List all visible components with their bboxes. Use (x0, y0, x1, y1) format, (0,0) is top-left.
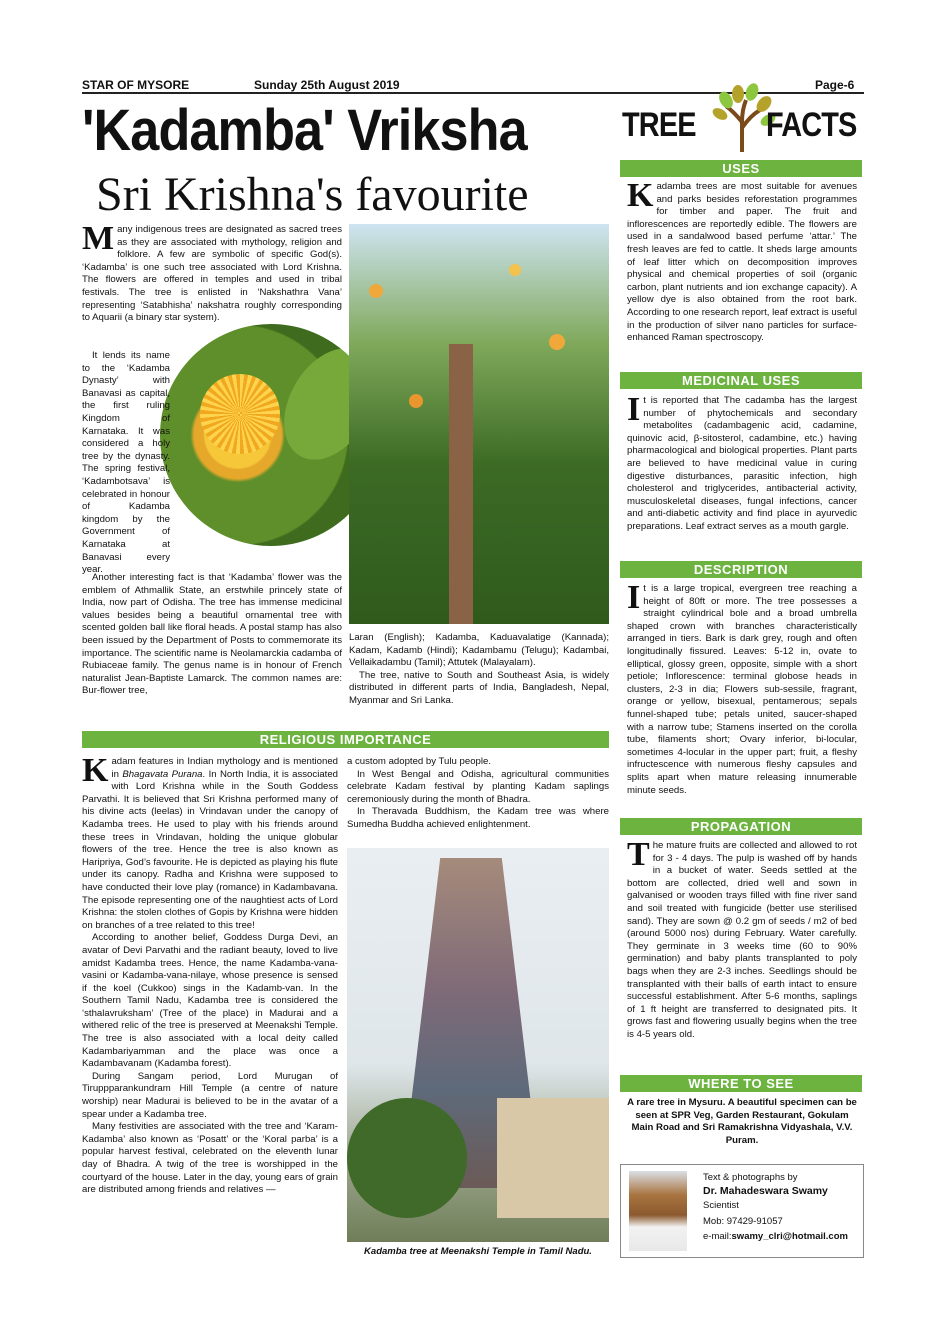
intro-right-text (349, 632, 609, 708)
kadamba-tree-photo (349, 224, 609, 624)
religious-heading: RELIGIOUS IMPORTANCE (82, 731, 609, 748)
headline-subtitle: Sri Krishna's favourite (96, 168, 529, 221)
temple-photo-caption: Kadamba tree at Meenakshi Temple in Tamil Nadu. (364, 1246, 592, 1257)
religious-para-4: Many festivities are associated with the tree and ‘Karam-Kadamba’ also known as ‘Posatt’ or the ‘Koral parba’ is a popular harvest festival, celebrated on the eleventh lunar day of Bhadra. A twig of the tree is worshipped in the courtyard of the house. Later in the day, young ears of grain are distributed among friends and relatives — (82, 1121, 338, 1196)
description-heading: DESCRIPTION (620, 561, 862, 578)
drop-cap: I (627, 391, 641, 428)
description-text: It is a large tropical, evergreen tree reaching a height of 80ft or more. The tree possesses a straight cylindrical bole and a broad umbrella shaped crown with branches characteristically arranged in tiers. Bark is dark grey, rough and often longitudinally fissured. Leaves: 5-12 in, ovate to elliptical, glossy green, opposite, simple with a short petiole; Inflorescence: terminal globose heads in clusters, 2-3 in dia; Flowers sub-sessile, fragrant, orange or yellow, bisexual, pentamerous; sepals funnel-shaped tube; petals united, saucer-shaped with a narrow tube; Stamens inserted on the corolla tube, filaments short; Ovary inferior, bi-locular, sometimes 4-locular in the upper part; fruit, a fleshy infructescence with numerous fleshy capsules and splits apart when mature releasing innumerable minute seeds. (627, 579, 857, 796)
page-number: Page-6 (815, 78, 855, 92)
intro-para-5: The tree, native to South and Southeast Asia, is widely distributed in different parts of India, Bangladesh, Nepal, Myanmar and Sri Lanka. (349, 669, 609, 706)
religious-para-3: During Sangam period, Lord Murugan of Tiruppparankundram Hill Temple (a centre of nature worship) near Madurai is believed to be in the avatar of a spear under a Kadamba tree. (82, 1070, 338, 1120)
logo-tree-word: TREE (622, 106, 696, 144)
drop-cap: K (82, 752, 109, 789)
religious-column-left (82, 752, 338, 1197)
intro-column (82, 220, 342, 325)
religious-para-2: According to another belief, Goddess Durga Devi, an avatar of Devi Parvathi and the radiant beauty, loved to live amidst Kadamba trees. Hence, the name Kadamba-vana-vasini or Kadamba-vana-nilaye, whose presence is sensed if the koel (Cukkoo) sings in the Kadamb-van. In the Southern Tamil Nadu, Kadamba tree is considered the ‘sthalavruksham’ (Tree of the place) in Madurai and a withered relic of the tree is preserved at Meenakshi Temple. The tree is also associated with a local deity called Kadambariyamman and the place was once a Kadambavanam (Kadamba forest). (82, 932, 338, 1070)
author-name: Dr. Mahadeswara Swamy (703, 1185, 828, 1197)
intro-para-2: It lends its name to the ‘Kadamba Dynasty’ with Banavasi as capital, the first ruling Kingdom of Karnataka. It was considered a holy tree by the dynasty. The spring festival, ‘Kadambotsava’ is celebrated in honour of Kadamba kingdom by the Government of Karnataka at Banavasi every year. (82, 350, 170, 576)
where-text: A rare tree in Mysuru. A beautiful specimen can be seen at SPR Veg, Garden Restaurant, Gokulam Main Road and Sri Ramakrishna Vidyashala, V.V. Puram. (627, 1097, 857, 1146)
religious-column-right (347, 756, 609, 832)
author-box (620, 1164, 864, 1258)
author-email-row (703, 1230, 848, 1244)
intro-column-lower (82, 572, 342, 698)
propagation-text: The mature fruits are collected and allowed to rot for 3 - 4 days. The pulp is washed off by hands in a bucket of water. Seeds settled at the bottom are collected, dried well and sown in galvanised or wooden trays filled with fine river sand and soil treated with fungicide (better use sterilised sand). They are sown @ 0.2 gm of seeds / m2 of bed (around 5000 nos) during February. Water carefully. They germinate in 3 weeks time (60 to 90% germination) and baby plants transplanted to poly bags when they are 2-3 inches. Seedlings should be transplanted with their balls of earth intact to ensure successful establishment. After 5-6 months, saplings of 1 ft height are transferred to designated pits. It grows fast and flowering usually begins when the tree is 4-5 years old. (627, 836, 857, 1040)
drop-cap: M (82, 220, 115, 257)
paper-name: STAR OF MYSORE (82, 78, 190, 92)
religious-para-6: In West Bengal and Odisha, agricultural communities celebrate Kadam festival by planting Kadam saplings ceremoniously during the month of Bhadra. (347, 768, 609, 805)
drop-cap: I (627, 579, 641, 616)
headline-title: 'Kadamba' Vriksha (82, 98, 527, 163)
intro-para-3: Another interesting fact is that ‘Kadamba’ flower was the emblem of Athmallik State, an erstwhile princely state of India, now part of Odisha. The tree has immense medicinal values besides being a beautiful ornamental tree with scented golden ball like floral heads. A postal stamp has also been issued by the Department of Posts to commemorate its importance. The scientific name is Neolamarckia cadamba of Rubiaceae family. The genus name is in honour of French naturalist Jean-Baptiste Lamarck. The common names are: Bur-flower tree, (82, 572, 342, 697)
religious-para-1: Kadam features in Indian mythology and is mentioned in Bhagavata Purana. In North India, it is associated with Lord Krishna while in the South Goddess Parvathi. It is believed that Sri Krishna performed many of his divine acts (leelas) in Vrindavan under the canopy of Kadamba trees. He used to play with his friends around these trees in Vrindavan, holding the unique globular flowers of the tree. Hence the tree is also known as Haripriya, God’s favourite. He is depicted as playing his flute under its canopy. Radha and Krishna were supposed to have conducted their love play (romance) in Kadambavana. The episode representing one of the naughtiest acts of Lord Krishna: the stolen clothes of Gopis by Krishna were hidden on branches of a tree related to this tree! (82, 752, 338, 931)
propagation-heading: PROPAGATION (620, 818, 862, 835)
tree-facts-logo (620, 96, 864, 154)
meenakshi-temple-photo (347, 848, 609, 1242)
medicinal-text: It is reported that The cadamba has the largest number of phytochemicals and secondary metabolites (cadambagenic acid, cadamine, quinovic acid, β-sitosterol, cadambine, etc.) having pharmacological and biological properties. Plant parts are believed to have medicinal value in curing digestive disturbances, parasitic infection, high cholesterol and triglycerides, antibacterial activity, musculoskeletal diseases, fungal infections, cancer and anti-diabetic activity and find place in ayurvedic preparations. Leaf extract serves as a mouth gargle. (627, 391, 857, 532)
religious-para-5: a custom adopted by Tulu people. (347, 756, 492, 767)
intro-para-1: Many indigenous trees are designated as sacred trees as they are associated with mythology, religion and folklore. A few are symbolic of specific God(s). ‘Kadamba’ is one such tree associated with Lord Krishna. The flowers are offered in temples and used in tribal festivals. The tree is enlisted in ‘Nakshathra Vana’ representing ‘Satabhisha’ nakshatra roughly corresponding to Aquarii (a binary star system). (82, 220, 342, 324)
author-credit-line: Text & photographs by (703, 1172, 798, 1183)
author-role: Scientist (703, 1200, 739, 1211)
where-heading: WHERE TO SEE (620, 1075, 862, 1092)
uses-heading: USES (620, 160, 862, 177)
uses-text: Kadamba trees are most suitable for avenues and parks besides reforestation programmes for timber and paper. The fruit and inflorescences are reportedly edible. The flowers are used in a sandalwood based perfume ‘attar.’ The fresh leaves are fed to cattle. It sheds large amounts of leaf litter which on decomposition improves physical and chemical properties of soil (organic carbon, plant nutrients and ion exchange capacity). A yellow dye is also obtained from the root bark. According to one research report, leaf extract is useful in the production of silver nano particles for surface-enhanced Raman spectroscopy. (627, 177, 857, 344)
email-label: e-mail: (703, 1231, 732, 1242)
drop-cap: T (627, 836, 650, 873)
author-photo (629, 1171, 687, 1251)
intro-para-4: Laran (English); Kadamba, Kaduavalatige (Kannada); Kadam, Kadamb (Hindi); Kadambamu (Telugu); Kadambai, Vellaikadambu (Tamil); Attutek (Malayalam). (349, 632, 609, 669)
logo-facts-word: FACTS (766, 106, 857, 144)
intro-wrap-column (82, 350, 170, 577)
drop-cap: K (627, 177, 654, 214)
author-email-link[interactable]: swamy_clri@hotmail.com (731, 1231, 848, 1242)
issue-date: Sunday 25th August 2019 (254, 78, 400, 92)
author-mobile: Mob: 97429-91057 (703, 1216, 783, 1227)
medicinal-heading: MEDICINAL USES (620, 372, 862, 389)
religious-para-7: In Theravada Buddhism, the Kadam tree was where Sumedha Buddha achieved enlightenment. (347, 806, 609, 830)
